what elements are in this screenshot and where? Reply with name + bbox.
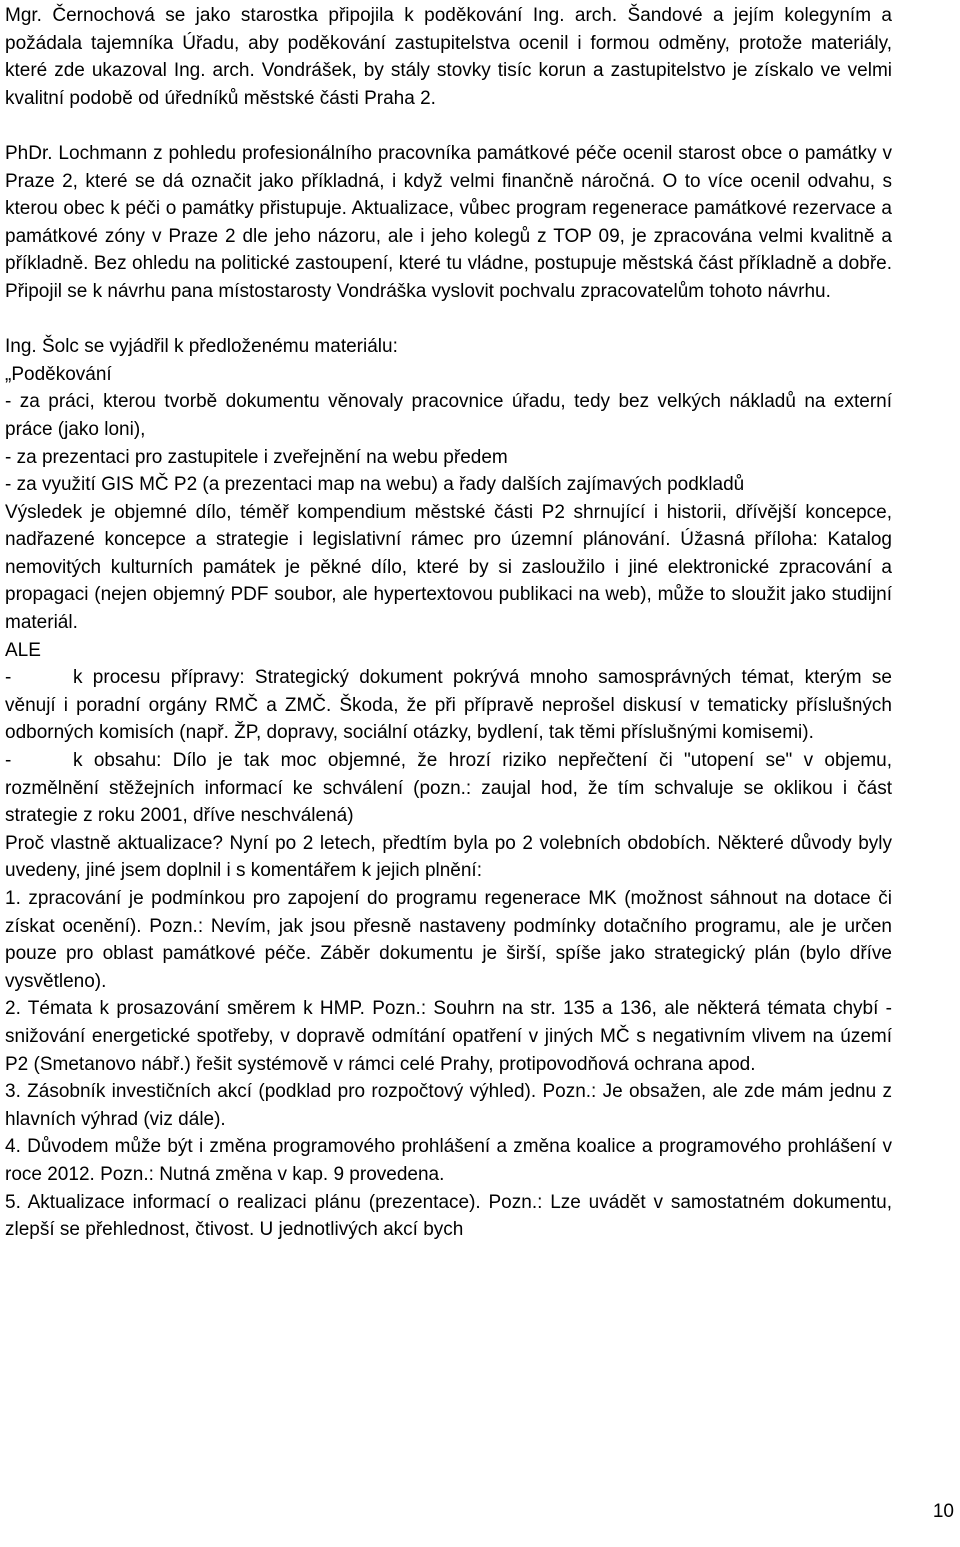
criticism-2-text: k obsahu: Dílo je tak moc objemné, že hrozí riziko nepřečtení či "utopení se" v objemu, rozmělnění stěžejních informací ke schválení (pozn.: zaujal hod, že tím schvaluje se oklikou i část strategie z roku 2001, dříve neschválená): [5, 750, 892, 827]
criticism-item-1: [5, 664, 892, 747]
thanks-heading: „Poděkování: [5, 363, 112, 385]
criticism-item-2: [5, 747, 892, 830]
reason-5: 5. Aktualizace informací o realizaci plánu (prezentace). Pozn.: Lze uvádět v samostatném dokumentu, zlepší se přehlednost, čtivost. U jednotlivých akcí bych: [5, 1191, 892, 1241]
thanks-item-3: - za využití GIS MČ P2 (a prezentaci map na webu) a řady dalších zajímavých podkladů: [5, 474, 745, 496]
thanks-item-2: - za prezentaci pro zastupitele i zveřejnění na webu předem: [5, 446, 508, 468]
paragraph-cernochova: Mgr. Černochová se jako starostka připojila k poděkování Ing. arch. Šandové a jejím kolegyním a požádala tajemníka Úřadu, aby poděkování zastupitelstva ocenil i formou odměny, protože materiály, které zde ukazoval Ing. arch. Vondrášek, by stály stovky tisíc korun a zastupitelstvo je získalo ve velmi kvalitní podobě od úředníků městské části Praha 2.: [5, 5, 892, 109]
why-update-paragraph: Proč vlastně aktualizace? Nyní po 2 letech, předtím byla po 2 volebních obdobích. Některé důvody byly uvedeny, jiné jsem doplnil i s komentářem k jejich plnění:: [5, 832, 892, 882]
ale-label: ALE: [5, 639, 41, 661]
criticism-1-text: k procesu přípravy: Strategický dokument pokrývá mnoho samosprávných témat, kterým se věnují i poradní orgány RMČ a ZMČ. Škoda, že při přípravě neprošel diskusí v tematicky příslušných odborných komisích (např. ŽP, dopravy, sociální otázky, bydlení, tak těmi příslušnými komisemi).: [5, 667, 892, 744]
reason-4: 4. Důvodem může být i změna programového prohlášení a změna koalice a programového prohlášení v roce 2012. Pozn.: Nutná změna v kap. 9 provedena.: [5, 1136, 892, 1185]
criticism-2-dash: -: [5, 750, 12, 772]
page-number: 10: [932, 1501, 954, 1522]
paragraph-solc-intro: Ing. Šolc se vyjádřil k předloženému materiálu:: [5, 336, 398, 358]
reason-1: 1. zpracování je podmínkou pro zapojení do programu regenerace MK (možnost sáhnout na dotace či získat ocenění). Pozn.: Nevím, jak jsou přesně nastaveny podmínky dotačního programu, ale je určen pouze pro oblast památkové péče. Záběr dokumentu je širší, spíše jako strategický plán (bylo dříve vysvětleno).: [5, 888, 892, 992]
criticism-1-dash: -: [5, 667, 12, 689]
paragraph-lochmann: PhDr. Lochmann z pohledu profesionálního pracovníka památkové péče ocenil starost obce o památky v Praze 2, které se dá označit jako příkladná, i když velmi finančně náročná. O to více ocenil odvahu, s kterou obec k péči o památky přistupuje. Aktualizace, vůbec program regenerace památkové rezervace a památkové zóny v Praze 2 dle jeho názoru, ale i jeho kolegů z TOP 09, je zpracována velmi kvalitně a příkladně. Bez ohledu na politické zastoupení, které tu vládne, postupuje městská část příkladně a dobře. Připojil se k návrhu pana místostarosty Vondráška vyslovit pochvalu zpracovatelům tohoto návrhu.: [5, 142, 892, 302]
reason-3: 3. Zásobník investičních akcí (podklad pro rozpočtový výhled). Pozn.: Je obsažen, ale zde mám jednu z hlavních výhrad (viz dále).: [5, 1081, 892, 1130]
reason-2: 2. Témata k prosazování směrem k HMP. Pozn.: Souhrn na str. 135 a 136, ale některá témata chybí - snižování energetické spotřeby, v dopravě odmítání opatření v jiných MČ s negativním vlivem na území P2 (Smetanovo nábř.) řešit systémově v rámci celé Prahy, protipovodňová ochrana apod.: [5, 998, 892, 1075]
thanks-item-1: - za práci, kterou tvorbě dokumentu věnovaly pracovnice úřadu, tedy bez velkých nákladů na externí práce (jako loni),: [5, 391, 892, 440]
result-paragraph: Výsledek je objemné dílo, téměř kompendium městské části P2 shrnující i historii, dřívější koncepce, nadřazené koncepce a strategie i legislativní rámec pro územní plánování. Úžasná příloha: Katalog nemovitých kulturních památek je pěkné dílo, které by si zasloužilo i jiné elektronické zpracování a propagaci (nejen objemný PDF soubor, ale hypertextovou publikaci na web), může to sloužit jako studijní materiál.: [5, 501, 892, 634]
document-page: [5, 2, 892, 1244]
